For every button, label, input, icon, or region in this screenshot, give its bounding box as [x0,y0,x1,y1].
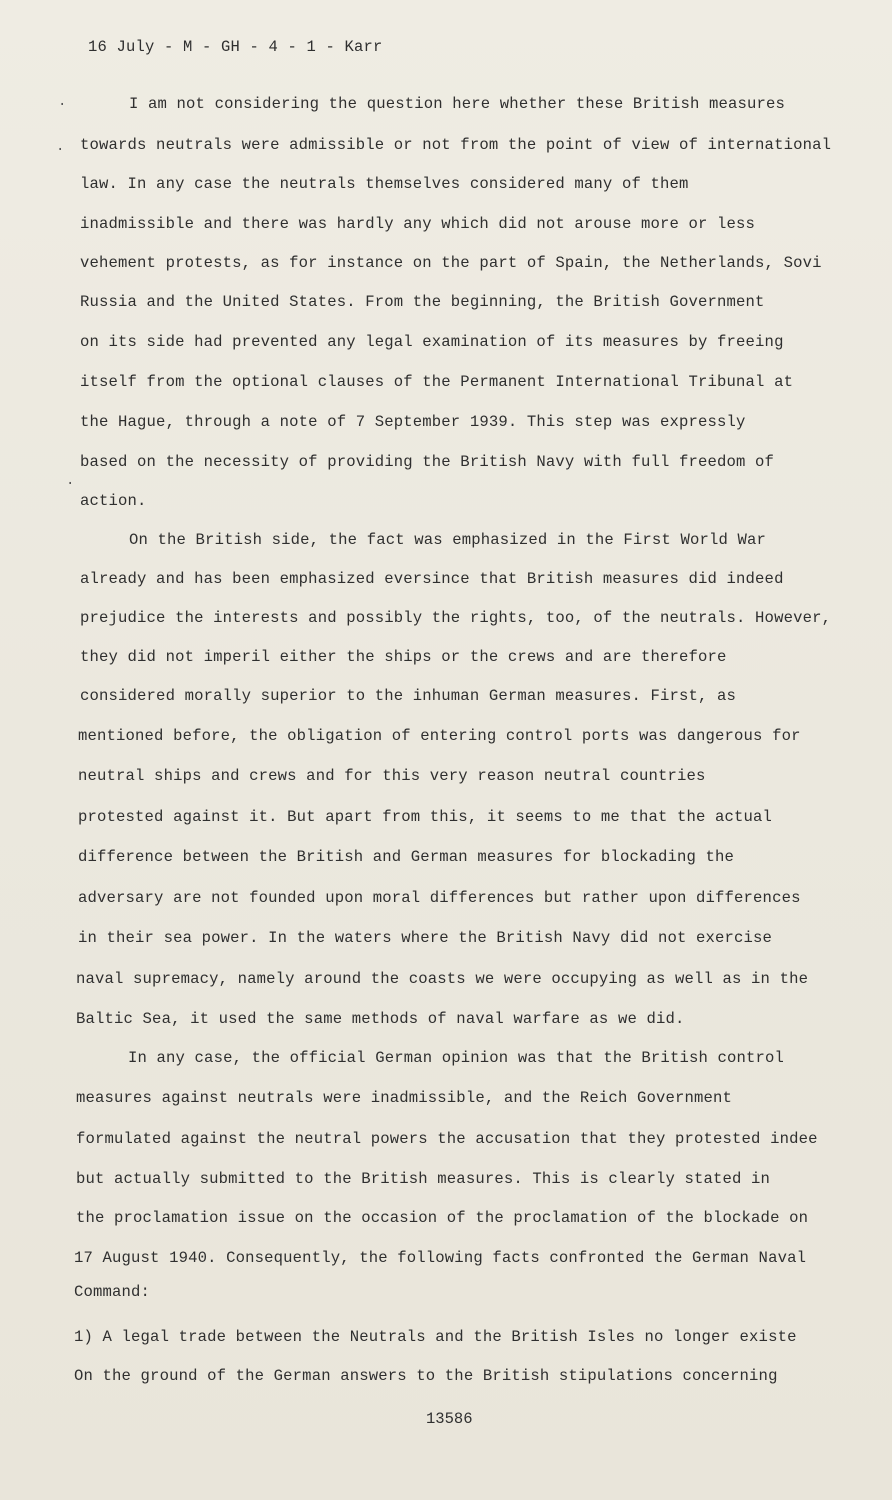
text-line: neutral ships and crews and for this very reason neutral countries [78,767,706,785]
text-line: prejudice the interests and possibly the rights, too, of the neutrals. However, [80,609,832,627]
text-line: law. In any case the neutrals themselves considered many of them [80,175,689,193]
text-line: itself from the optional clauses of the Permanent International Tribunal at [80,373,794,391]
text-line: adversary are not founded upon moral differences but rather upon differences [78,889,801,907]
text-line: based on the necessity of providing the British Navy with full freedom of [80,453,775,471]
text-line: the proclamation issue on the occasion of the proclamation of the blockade on [76,1209,809,1227]
text-line: already and has been emphasized eversince that British measures did indeed [80,570,784,588]
text-line: on its side had prevented any legal examination of its measures by freeing [80,333,784,351]
text-line: the Hague, through a note of 7 September 1939. This step was expressly [80,413,746,431]
margin-mark: · [66,476,75,492]
text-line: measures against neutrals were inadmissible, and the Reich Government [76,1089,733,1107]
text-line: mentioned before, the obligation of entering control ports was dangerous for [78,727,801,745]
margin-mark: · [58,97,67,113]
text-line: considered morally superior to the inhuman German measures. First, as [80,687,737,705]
text-line: difference between the British and German measures for blockading the [78,848,735,866]
text-line: towards neutrals were admissible or not from the point of view of international [80,136,832,154]
text-line: Russia and the United States. From the beginning, the British Government [80,293,765,311]
text-line: 1) A legal trade between the Neutrals and the British Isles no longer existe [74,1328,797,1346]
text-line: but actually submitted to the British measures. This is clearly stated in [76,1170,771,1188]
margin-mark: · [56,142,65,158]
text-line: On the British side, the fact was emphasized in the First World War [129,531,767,549]
page-number: 13586 [426,1410,473,1428]
text-line: action. [80,492,147,510]
text-line: In any case, the official German opinion was that the British control [128,1049,785,1067]
text-line: inadmissible and there was hardly any which did not arouse more or less [80,215,756,233]
text-line: vehement protests, as for instance on the part of Spain, the Netherlands, Sovi [80,254,822,272]
text-line: naval supremacy, namely around the coasts we were occupying as well as in the [76,970,809,988]
text-line: 17 August 1940. Consequently, the following facts confronted the German Naval [74,1249,807,1267]
text-line: Command: [74,1283,151,1301]
text-line: I am not considering the question here whether these British measures [129,95,786,113]
text-line: they did not imperil either the ships or the crews and are therefore [80,648,727,666]
document-header: 16 July - M - GH - 4 - 1 - Karr [88,38,383,56]
text-line: protested against it. But apart from this, it seems to me that the actual [78,808,773,826]
text-line: Baltic Sea, it used the same methods of naval warfare as we did. [76,1010,685,1028]
text-line: in their sea power. In the waters where the British Navy did not exercise [78,929,773,947]
text-line: formulated against the neutral powers the accusation that they protested indee [76,1130,818,1148]
text-line: On the ground of the German answers to the British stipulations concerning [74,1367,778,1385]
